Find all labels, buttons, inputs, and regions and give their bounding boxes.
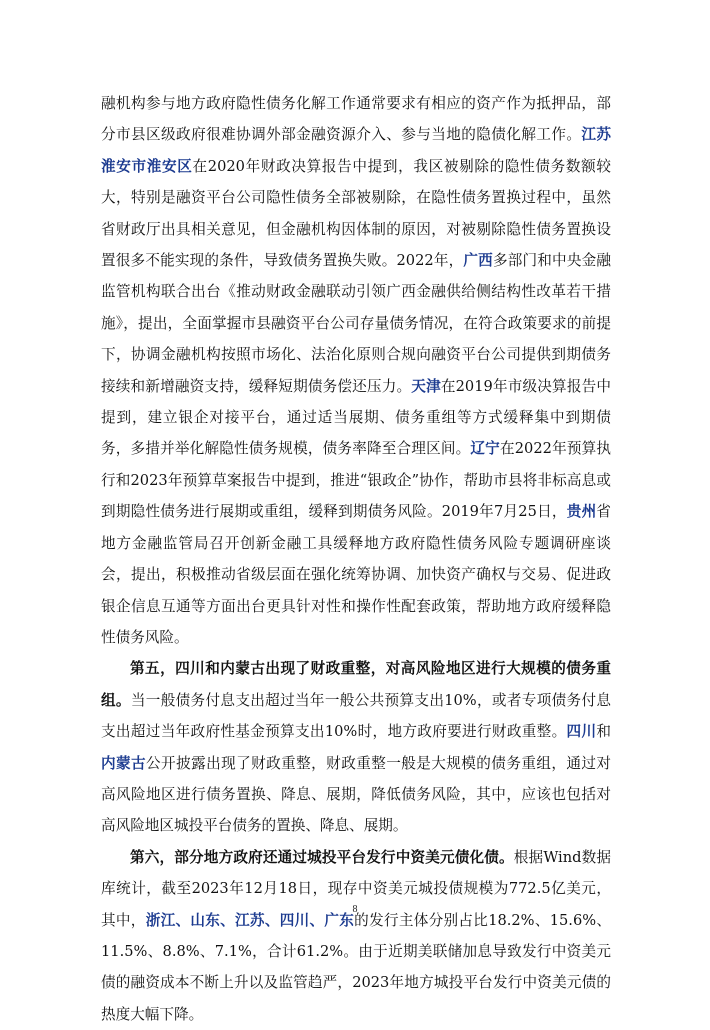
body-text bbox=[101, 88, 611, 1030]
text-run: 在2019年市级决算报告中提到，建立银企对接平台，通过适当展期、债务重组等方式缓释集中到期债务，多措并举化解隐性债务规模，债务率降至合理区间。 bbox=[101, 377, 611, 458]
paragraph-sixth-usd-bonds bbox=[101, 842, 611, 1030]
bold-lead-sentence: 第五，四川和内蒙古出现了财政重整，对高风险地区进行大规模的债务重组。 bbox=[101, 660, 611, 709]
text-run: 融机构参与地方政府隐性债务化解工作通常要求有相应的资产作为抵押品，部分市县区级政府很难协调外部金融资源介入、参与当地的隐债化解工作。 bbox=[101, 95, 611, 144]
text-run: 公开披露出现了财政重整，财政重整一般是大规模的债务重组，通过对高风险地区进行债务置换、降息、展期，降低债务风险，其中，应该也包括对高风险地区城投平台债务的置换、降息、展期。 bbox=[101, 754, 611, 835]
text-run: 多部门和中央金融监管机构联合出台《推动财政金融联动引领广西金融供给侧结构性改革若干措施》，提出，全面掌握市县融资平台公司存量债务情况，在符合政策要求的前提下，协调金融机构按照市场化、法治化原则合规向融资平台公司提供到期债务接续和新增融资支持，缓释短期债务偿还压力。 bbox=[101, 252, 611, 395]
text-run: 在2020年财政决算报告中提到，我区被剔除的隐性债务数额较大，特别是融资平台公司隐性债务全部被剔除，在隐性债务置换过程中，虽然省财政厅出具相关意见，但金融机构因体制的原因，对被剔除隐性债务置换设置很多不能实现的条件，导致债务置换失败。2022年， bbox=[101, 157, 611, 270]
paragraph-fifth-fiscal-restructuring bbox=[101, 653, 611, 841]
highlighted-region: 贵州 bbox=[566, 503, 597, 521]
highlighted-region: 浙江、山东、江苏、四川、广东 bbox=[145, 911, 355, 929]
page-number: 8 bbox=[352, 904, 358, 915]
text-run: 根据Wind数据库统计，截至2023年12月18日，现存中资美元城投债规模为772.5亿美元，其中， bbox=[101, 848, 611, 929]
highlighted-region: 江苏淮安市淮安区 bbox=[101, 126, 611, 175]
highlighted-region: 四川 bbox=[566, 723, 597, 741]
text-run: 当一般债务付息支出超过当年一般公共预算支出10%，或者专项债务付息支出超过当年政府性基金预算支出10%时，地方政府要进行财政重整。 bbox=[101, 691, 611, 741]
bold-lead-sentence: 第六，部分地方政府还通过城投平台发行中资美元债化债。 bbox=[130, 848, 514, 866]
text-run: 在2022年预算执行和2023年预算草案报告中提到，推进“银政企”协作，帮助市县将非标高息或到期隐性债务进行展期或重组，缓释到期债务风险。2019年7月25日， bbox=[101, 440, 611, 521]
highlighted-region: 辽宁 bbox=[470, 440, 500, 458]
text-run: 的发行主体分别占比18.2%、15.6%、11.5%、8.8%、7.1%，合计61.2%。由于近期美联储加息导致发行中资美元债的融资成本不断上升以及监管趋严，2023年地方城投平台发行中资美元债的热度大幅下降。 bbox=[101, 911, 611, 1023]
highlighted-region: 内蒙古 bbox=[101, 754, 147, 772]
text-run: 省地方金融监管局召开创新金融工具缓释地方政府隐性债务风险专题调研座谈会，提出，积极推动省级层面在强化统筹协调、加快资产确权与交易、促进政银企信息互通等方面出台更具针对性和操作性配套政策，帮助地方政府缓释隐性债务风险。 bbox=[101, 503, 611, 646]
highlighted-region: 广西 bbox=[463, 252, 493, 270]
text-run: 和 bbox=[596, 723, 611, 741]
paragraph-financial-institutions bbox=[101, 88, 611, 653]
highlighted-region: 天津 bbox=[411, 377, 441, 395]
